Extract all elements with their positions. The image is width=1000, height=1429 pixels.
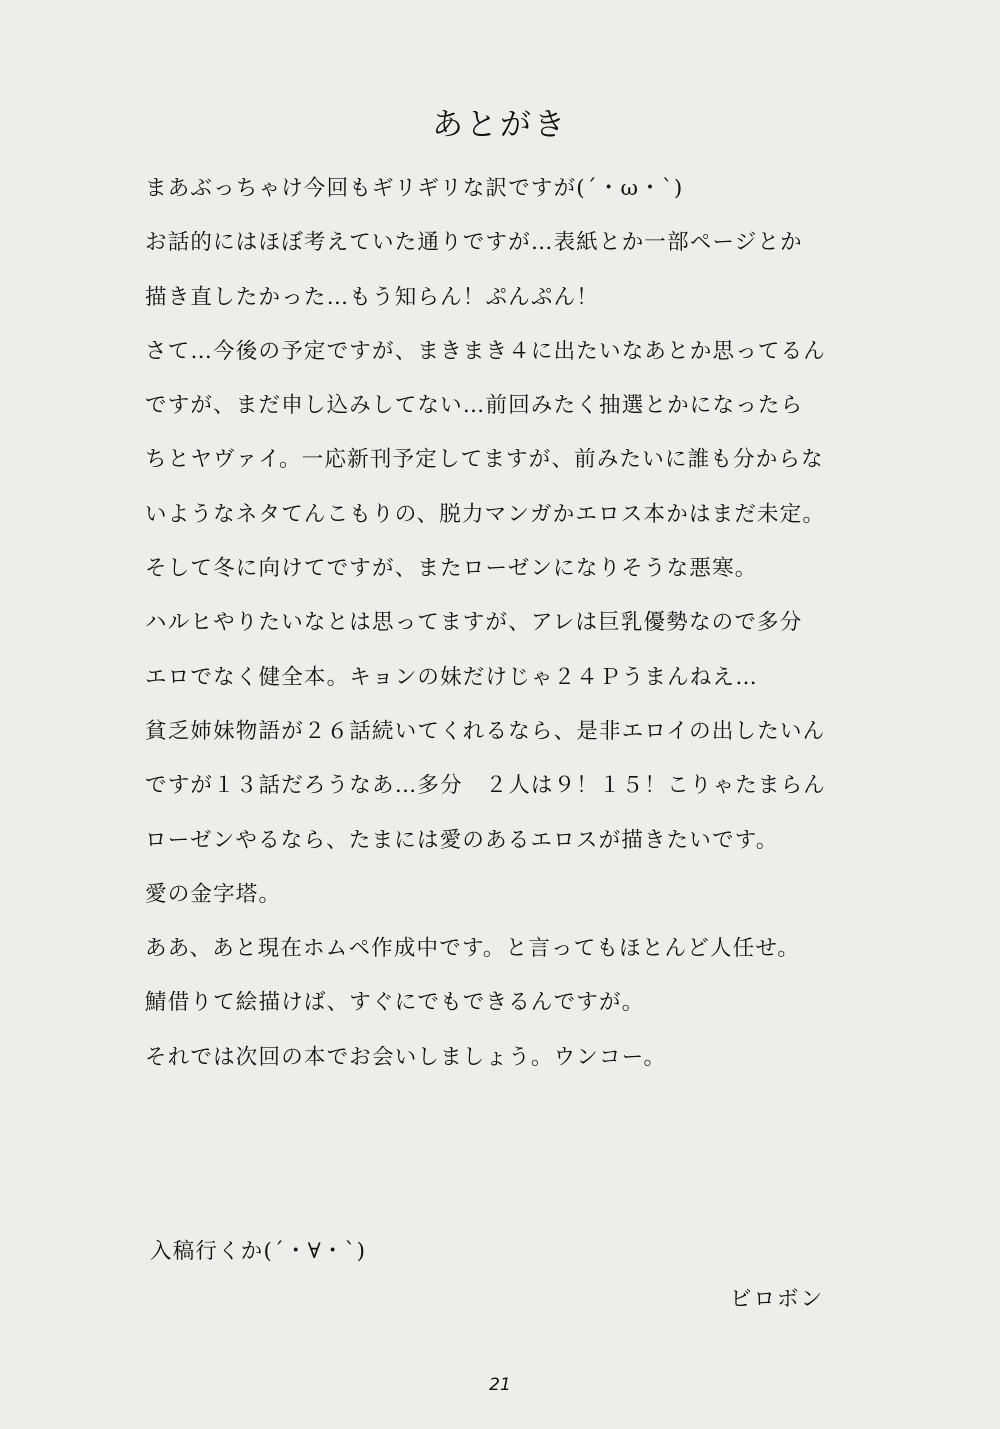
page-title: あとがき (432, 107, 568, 143)
text-line-15: ああ、あと現在ホムペ作成中です。と言ってもほとんど人任せ。 (145, 936, 801, 962)
text-line-17: それでは次回の本でお会いしましょう。ウンコー。 (145, 1044, 667, 1070)
text-line-8: そして冬に向けてですが、またローゼンになりそうな悪寒。 (145, 556, 758, 582)
text-line-11: 貧乏姉妹物語が２６話続いてくれるなら、是非エロイの出したいん (145, 718, 826, 744)
text-line-4: さて…今後の予定ですが、まきまき４に出たいなあとか思ってるん (145, 338, 827, 364)
text-line-16: 鯖借りて絵描けば、すぐにでもできるんですが。 (145, 990, 645, 1016)
text-line-3: 描き直したかった…もう知らん！ぷんぷん！ (145, 284, 600, 310)
text-line-13: ローゼンやるなら、たまには愛のあるエロスが描きたいです。 (145, 827, 779, 853)
text-line-10: エロでなく健全本。キョンの妹だけじゃ２４Ｐうまんねえ… (145, 664, 758, 690)
text-line-5: ですが、まだ申し込みしてない…前回みたく抽選とかになったら (145, 393, 804, 419)
closing-line: 入稿行くか(´・∀・`) (150, 1239, 367, 1264)
author-signature: ビロボン (730, 1287, 825, 1312)
text-line-1: まあぶっちゃけ今回もギリギリな訳ですが(´・ω・`) (145, 176, 684, 201)
text-line-7: いようなネタてんこもりの、脱力マンガかエロス本かはまだ未定。 (145, 501, 826, 527)
text-line-6: ちとヤヴァイ。一応新刊予定してますが、前みたいに誰も分からな (145, 447, 824, 473)
text-line-12: ですが１３話だろうなあ…多分 ２人は９！１５！こりゃたまらん (145, 773, 827, 799)
text-line-2: お話的にはほぼ考えていた通りですが…表紙とか一部ページとか (145, 230, 803, 256)
afterword-body (145, 162, 905, 1085)
text-line-9: ハルヒやりたいなとは思ってますが、アレは巨乳優勢なので多分 (145, 610, 803, 636)
text-line-14: 愛の金字塔。 (145, 881, 282, 907)
page-number: 21 (489, 1375, 511, 1395)
